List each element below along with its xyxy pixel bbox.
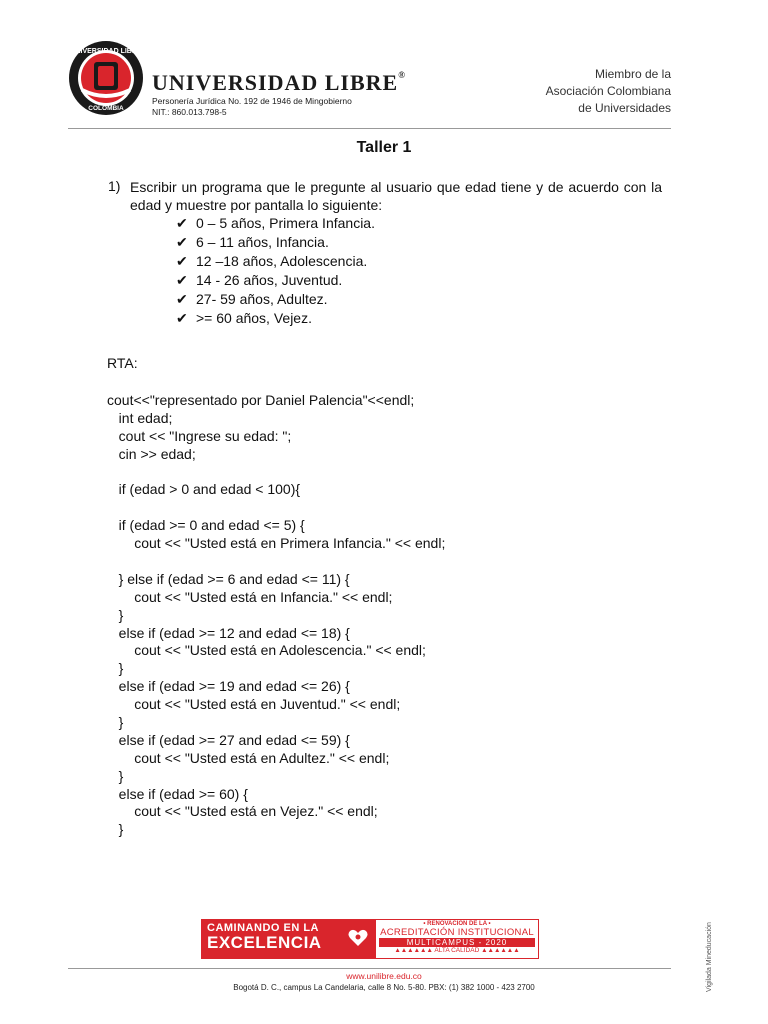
multicampus-text: MULTICAMPUS - 2020 bbox=[379, 938, 535, 947]
header-divider bbox=[68, 128, 671, 129]
code-line bbox=[107, 553, 445, 571]
document-title: Taller 1 bbox=[356, 139, 412, 156]
svg-text:UNIVERSIDAD LIBRE: UNIVERSIDAD LIBRE bbox=[70, 48, 142, 55]
code-line: } bbox=[107, 660, 124, 677]
vigilada-mineducacion: Vigilada Mineducación bbox=[706, 922, 713, 992]
nit: NIT.: 860.013.798-5 bbox=[152, 107, 227, 117]
code-line: cout << "Usted está en Vejez." << endl; bbox=[107, 803, 378, 820]
code-line bbox=[107, 499, 445, 517]
code-line: if (edad > 0 and edad < 100){ bbox=[107, 481, 301, 498]
check-icon: ✔ bbox=[176, 310, 188, 326]
renovacion-text: • RENOVACIÓN DE LA • bbox=[423, 921, 491, 927]
code-line: cout << "Usted está en Adultez." << endl; bbox=[107, 749, 390, 766]
university-name: UNIVERSIDAD LIBRE® bbox=[152, 70, 406, 95]
code-line: } bbox=[107, 767, 124, 784]
banner-line1: CAMINANDO EN LA bbox=[207, 922, 319, 934]
association-membership bbox=[546, 66, 671, 117]
svg-text:COLOMBIA: COLOMBIA bbox=[88, 105, 124, 112]
age-ranges-checklist bbox=[176, 214, 375, 328]
member-line: Asociación Colombiana bbox=[545, 84, 671, 98]
checklist-item: ✔ 0 – 5 años, Primera Infancia. bbox=[176, 215, 375, 231]
check-icon: ✔ bbox=[176, 253, 188, 269]
code-line: int edad; bbox=[107, 409, 173, 426]
member-line: Miembro de la bbox=[594, 67, 671, 81]
code-line: cin >> edad; bbox=[107, 445, 196, 462]
alta-calidad-text: ▲▲▲▲▲▲ ALTA CALIDAD ▲▲▲▲▲▲ bbox=[394, 947, 520, 954]
campus-address: Bogotá D. C., campus La Candelaria, calle 8 No. 5-80. PBX: (1) 382 1000 - 423 2700 bbox=[233, 983, 535, 992]
banner-line2: EXCELENCIA bbox=[207, 933, 322, 952]
personeria-juridica: Personería Jurídica No. 192 de 1946 de Mingobierno bbox=[152, 96, 352, 106]
code-answer-block bbox=[107, 392, 445, 839]
code-line: } else if (edad >= 6 and edad <= 11) { bbox=[107, 570, 350, 587]
checklist-item: ✔ 27- 59 años, Adultez. bbox=[176, 291, 328, 307]
accreditation-seal bbox=[375, 919, 539, 959]
excellence-banner bbox=[201, 919, 375, 959]
checklist-item: ✔ 6 – 11 años, Infancia. bbox=[176, 234, 329, 250]
university-seal-logo bbox=[68, 40, 144, 116]
code-line: } bbox=[107, 606, 124, 623]
checklist-item: ✔ 14 - 26 años, Juventud. bbox=[176, 272, 343, 288]
check-icon: ✔ bbox=[176, 215, 188, 231]
code-line: cout << "Ingrese su edad: "; bbox=[107, 427, 292, 444]
code-line: } bbox=[107, 821, 124, 838]
code-line: cout << "Usted está en Primera Infancia." << endl; bbox=[107, 535, 446, 552]
check-icon: ✔ bbox=[176, 291, 188, 307]
check-icon: ✔ bbox=[176, 272, 188, 288]
code-line: cout<<"representado por Daniel Palencia"<<endl; bbox=[107, 392, 415, 408]
code-line: cout << "Usted está en Adolescencia." << endl; bbox=[107, 642, 426, 659]
code-line: else if (edad >= 27 and edad <= 59) { bbox=[107, 731, 350, 748]
check-icon: ✔ bbox=[176, 234, 188, 250]
checklist-item: ✔ 12 –18 años, Adolescencia. bbox=[176, 253, 368, 269]
question-number: 1) bbox=[108, 178, 121, 194]
question-text: Escribir un programa que le pregunte al usuario que edad tiene y de acuerdo con la edad y muestre por pantalla lo siguiente: bbox=[130, 179, 662, 213]
code-line: if (edad >= 0 and edad <= 5) { bbox=[107, 517, 305, 534]
heart-hands-icon bbox=[347, 927, 369, 949]
acreditacion-text: ACREDITACIÓN INSTITUCIONAL bbox=[380, 927, 534, 938]
code-line: else if (edad >= 12 and edad <= 18) { bbox=[107, 624, 350, 641]
code-line: cout << "Usted está en Infancia." << endl; bbox=[107, 588, 393, 605]
code-line: } bbox=[107, 714, 124, 731]
footer-divider bbox=[68, 968, 671, 969]
member-line: de Universidades bbox=[578, 101, 671, 115]
checklist-item: ✔ >= 60 años, Vejez. bbox=[176, 310, 312, 326]
code-line: else if (edad >= 19 and edad <= 26) { bbox=[107, 678, 350, 695]
code-line bbox=[107, 464, 445, 482]
website-link[interactable]: www.unilibre.edu.co bbox=[346, 971, 422, 981]
answer-label: RTA: bbox=[107, 355, 138, 371]
code-line: else if (edad >= 60) { bbox=[107, 785, 248, 802]
accreditation-banner bbox=[201, 919, 539, 959]
code-line: cout << "Usted está en Juventud." << endl; bbox=[107, 696, 401, 713]
